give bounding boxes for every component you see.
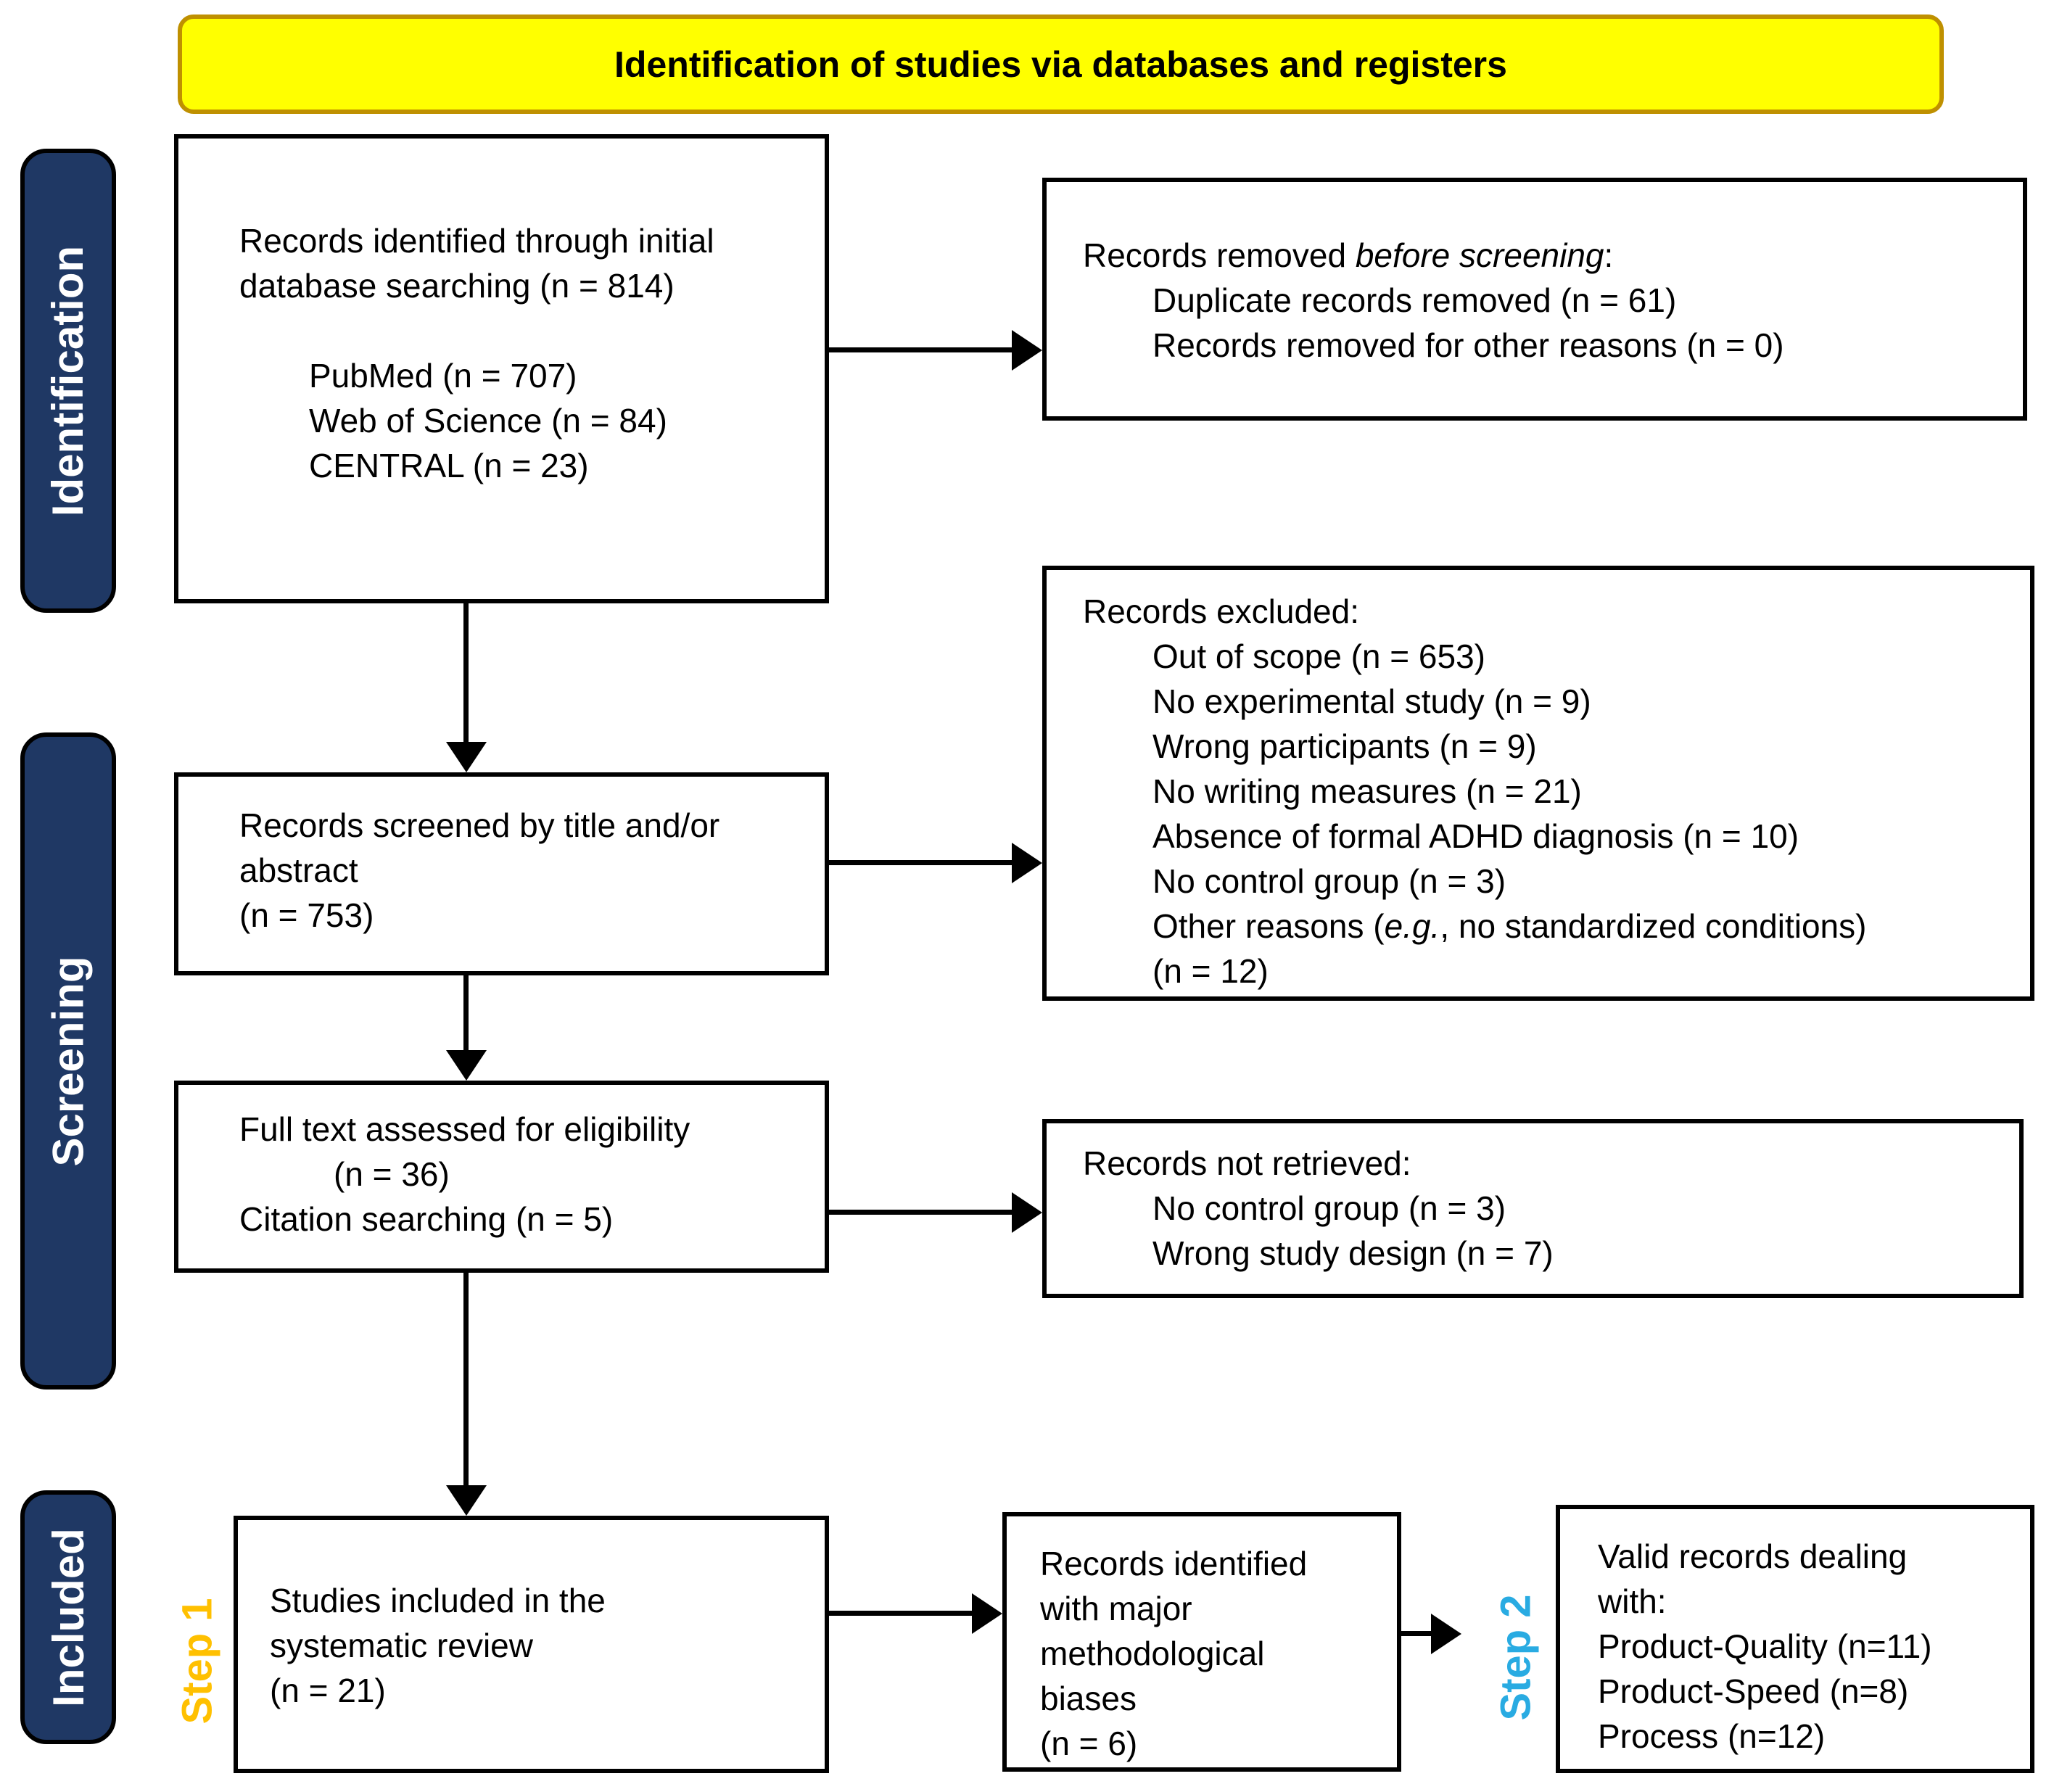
database-item: CENTRAL (n = 23) — [309, 447, 589, 484]
arrow-screened-to-fulltext — [463, 975, 469, 1054]
records-removed-title: Records removed before screening: — [1083, 236, 1614, 274]
excluded-item-other-n: (n = 12) — [1152, 952, 1269, 990]
spacer — [239, 308, 812, 353]
phase-included — [20, 1490, 116, 1744]
biases-line: (n = 6) — [1040, 1725, 1138, 1762]
phase-identification-label: Identification — [44, 245, 93, 516]
valid-line: Valid records dealing — [1598, 1537, 1908, 1575]
fulltext-n: (n = 36) — [334, 1155, 450, 1193]
title-banner — [178, 15, 1944, 114]
not-retrieved-item: No control group (n = 3) — [1152, 1189, 1506, 1227]
records-identified-line: Records identified through initial — [239, 222, 714, 260]
arrow-right-icon — [1012, 1192, 1042, 1233]
valid-line: with: — [1598, 1582, 1667, 1620]
valid-line: Process (n=12) — [1598, 1717, 1826, 1755]
valid-line: Product-Quality (n=11) — [1598, 1627, 1932, 1665]
citation-searching-line: Citation searching (n = 5) — [239, 1200, 614, 1238]
records-identified-line: database searching (n = 814) — [239, 267, 675, 305]
records-removed-box — [1042, 178, 2027, 421]
phase-identification — [20, 149, 116, 613]
excluded-item: No writing measures (n = 21) — [1152, 772, 1582, 810]
arrow-down-icon — [446, 1050, 487, 1081]
studies-included-box — [234, 1516, 829, 1773]
records-excluded-title: Records excluded: — [1083, 592, 1359, 630]
phase-screening — [20, 732, 116, 1390]
arrow-fulltext-to-included — [463, 1273, 469, 1489]
not-retrieved-item: Wrong study design (n = 7) — [1152, 1234, 1554, 1272]
excluded-item: Wrong participants (n = 9) — [1152, 727, 1537, 765]
arrow-fulltext-to-notretrieved — [829, 1210, 1015, 1215]
fulltext-assessed-box — [174, 1081, 829, 1273]
arrow-right-icon — [972, 1593, 1002, 1634]
step1-label: Step 1 — [173, 1597, 221, 1725]
database-item: PubMed (n = 707) — [309, 357, 577, 395]
arrow-included-to-biases — [829, 1611, 975, 1616]
excluded-item: Absence of formal ADHD diagnosis (n = 10) — [1152, 817, 1799, 855]
records-screened-box — [174, 772, 829, 975]
arrow-down-icon — [446, 1485, 487, 1516]
database-item: Web of Science (n = 84) — [309, 402, 667, 439]
records-screened-line: (n = 753) — [239, 896, 374, 934]
excluded-item: No experimental study (n = 9) — [1152, 682, 1591, 720]
arrow-identified-to-screened — [463, 603, 469, 746]
valid-records-box — [1556, 1505, 2034, 1773]
studies-included-line: (n = 21) — [270, 1672, 386, 1709]
removed-item: Duplicate records removed (n = 61) — [1152, 281, 1677, 319]
arrow-right-icon — [1012, 843, 1042, 883]
arrow-identified-to-removed — [829, 347, 1015, 352]
excluded-item: No control group (n = 3) — [1152, 862, 1506, 900]
records-screened-line: Records screened by title and/or — [239, 806, 720, 844]
records-excluded-box — [1042, 566, 2034, 1001]
removed-item: Records removed for other reasons (n = 0) — [1152, 326, 1784, 364]
phase-included-label: Included — [44, 1527, 93, 1707]
arrow-right-icon — [1431, 1614, 1461, 1654]
fulltext-line: Full text assessed for eligibility — [239, 1110, 690, 1148]
records-identified-box — [174, 134, 829, 603]
records-screened-line: abstract — [239, 851, 358, 889]
phase-screening-label: Screening — [44, 955, 93, 1167]
valid-line: Product-Speed (n=8) — [1598, 1672, 1909, 1710]
page-title: Identification of studies via databases and registers — [614, 44, 1507, 85]
biases-line: with major — [1040, 1590, 1192, 1627]
not-retrieved-title: Records not retrieved: — [1083, 1144, 1411, 1182]
step2-label: Step 2 — [1492, 1593, 1540, 1721]
studies-included-line: Studies included in the — [270, 1582, 606, 1619]
records-not-retrieved-box — [1042, 1119, 2024, 1298]
biases-line: methodological — [1040, 1635, 1265, 1672]
biases-box — [1002, 1512, 1401, 1772]
biases-line: Records identified — [1040, 1545, 1308, 1582]
arrow-down-icon — [446, 742, 487, 772]
biases-line: biases — [1040, 1680, 1137, 1717]
excluded-item: Out of scope (n = 653) — [1152, 637, 1485, 675]
excluded-item-other: Other reasons (e.g., no standardized conditions) — [1152, 907, 1867, 945]
arrow-biases-to-valid — [1401, 1631, 1434, 1636]
arrow-screened-to-excluded — [829, 860, 1015, 865]
arrow-right-icon — [1012, 330, 1042, 371]
studies-included-line: systematic review — [270, 1627, 533, 1664]
